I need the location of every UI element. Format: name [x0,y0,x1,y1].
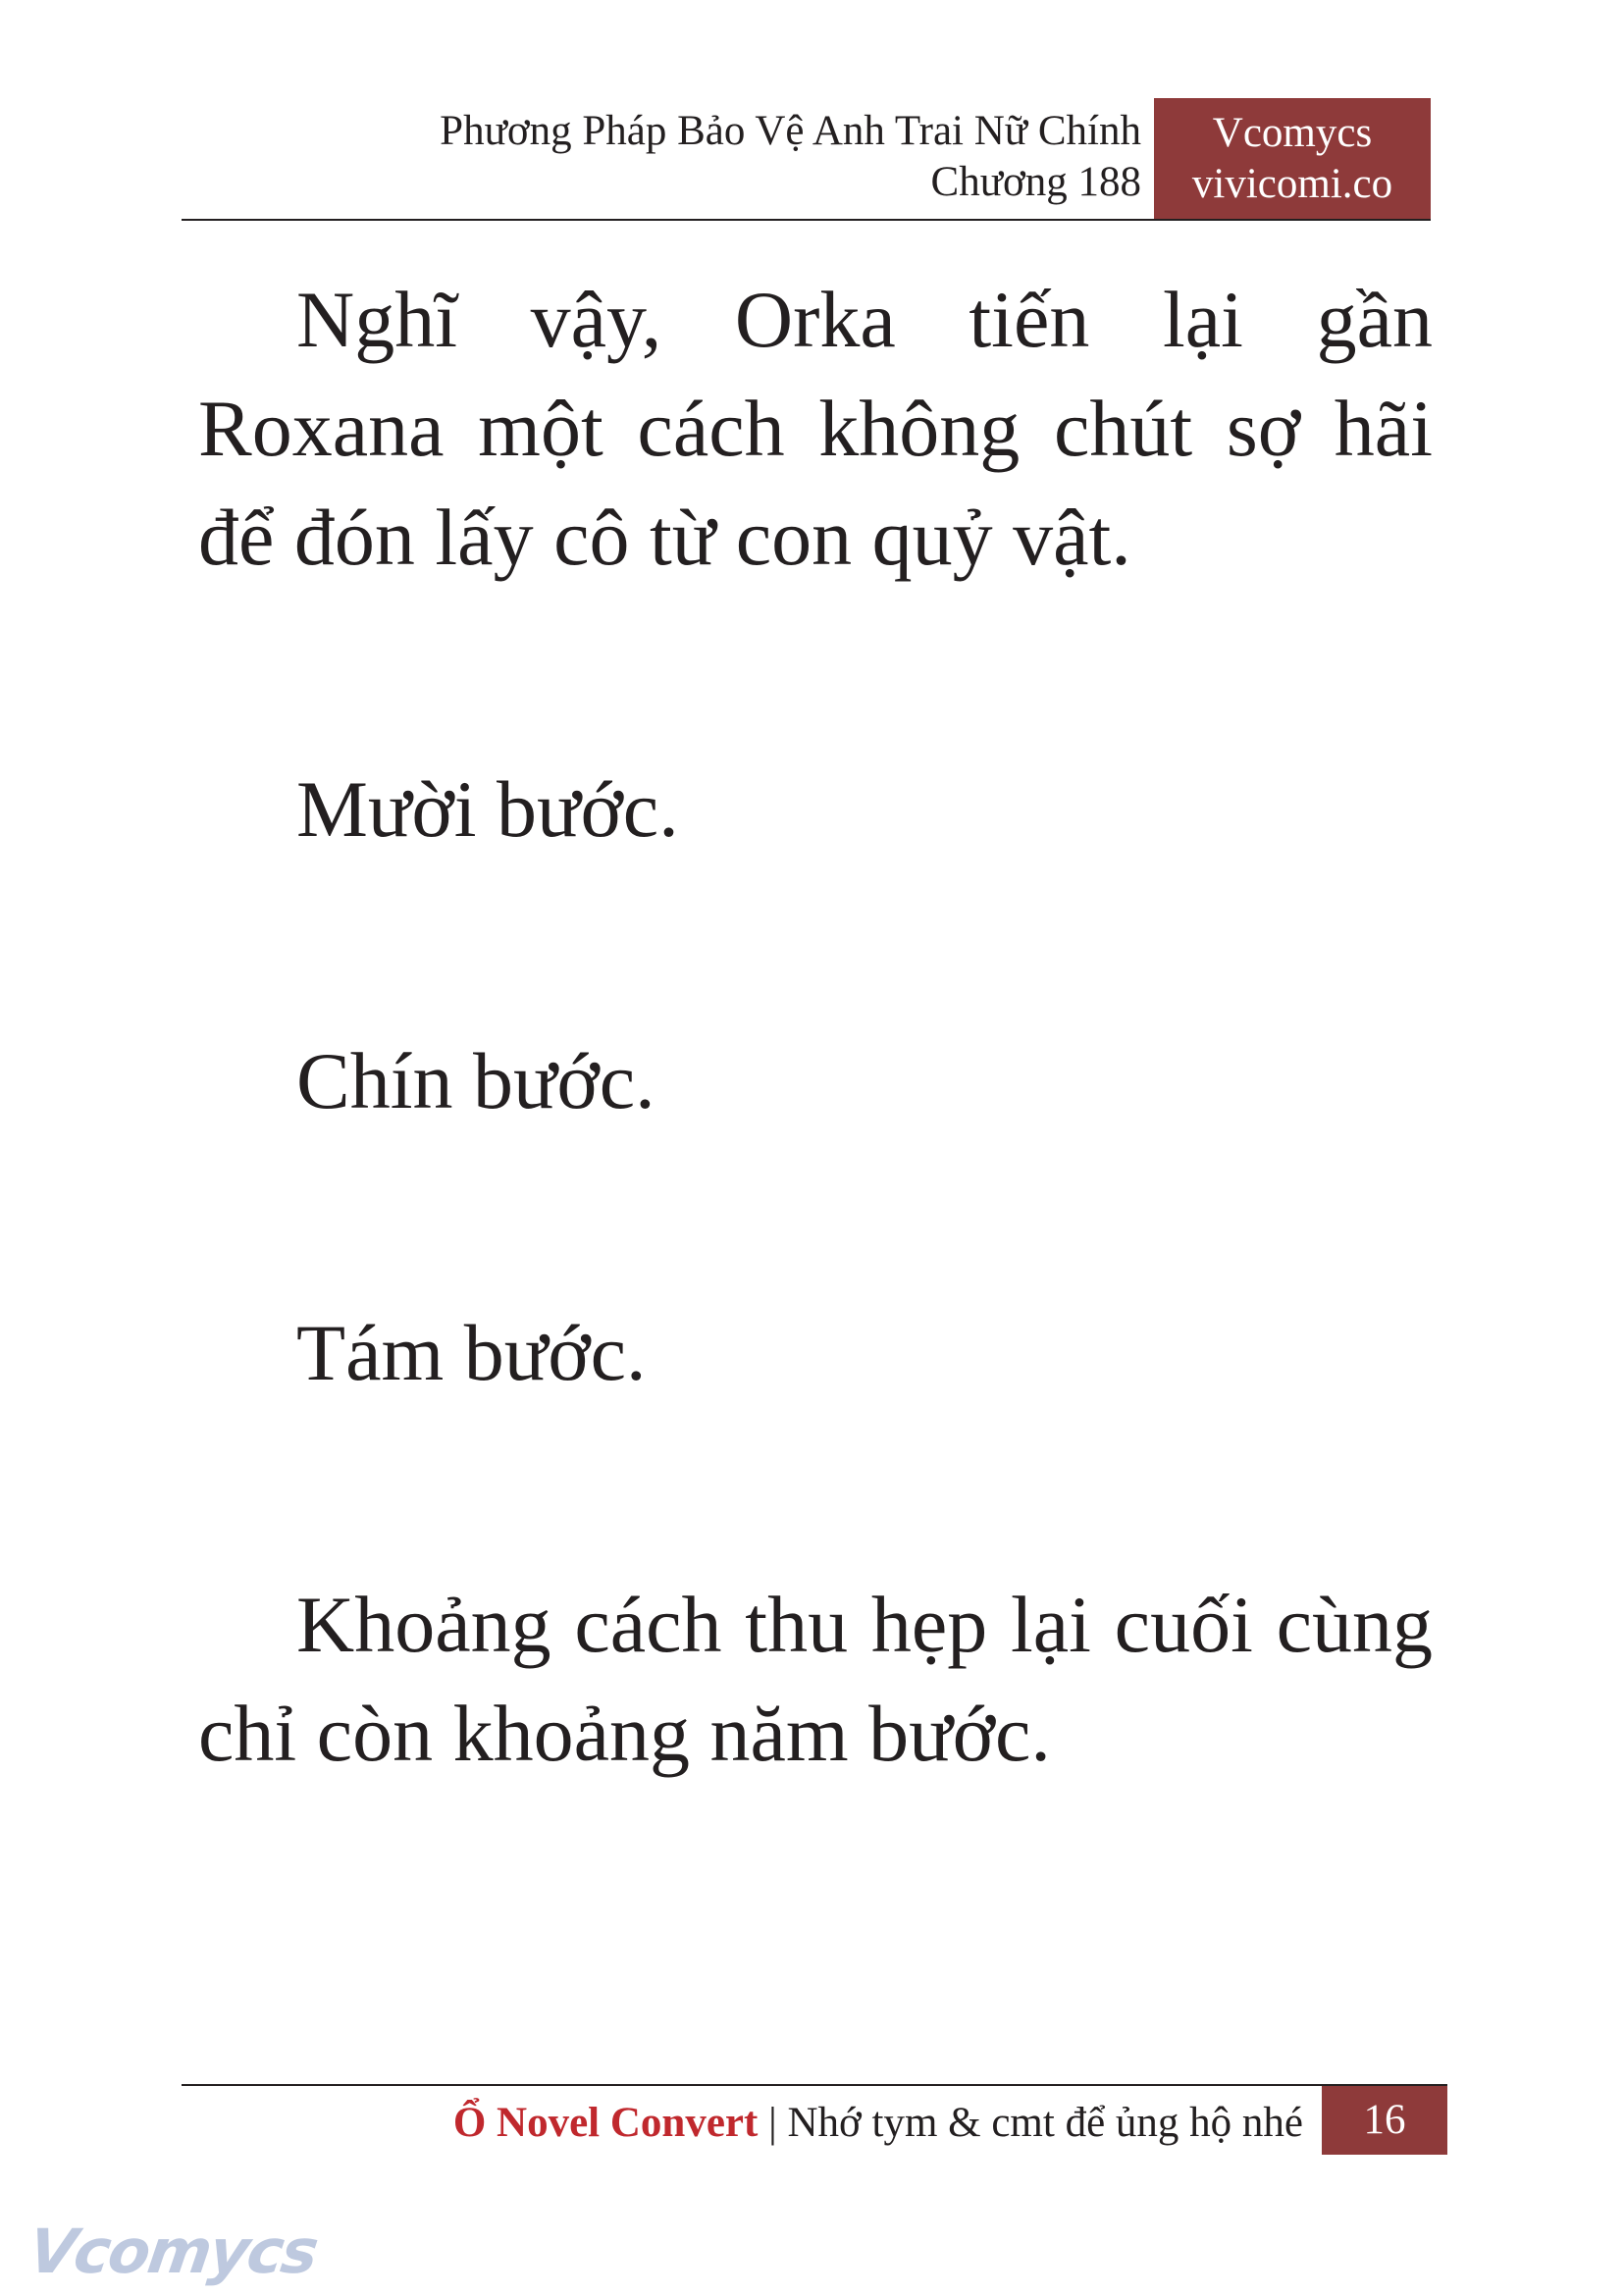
watermark-logo: Vcomycs [24,2216,322,2287]
page-number: 16 [1322,2086,1447,2155]
brand-badge [1154,98,1431,220]
running-footer [453,2096,1303,2151]
paragraph: Nghĩ vậy, Orka tiến lại gần Roxana một cách không chút sợ hãi để đón lấy cô từ con quỷ vật. [198,275,1433,582]
book-title: Phương Pháp Bảo Vệ Anh Trai Nữ Chính [440,108,1141,154]
footer-separator: | [758,2100,788,2146]
brand-name: Vcomycs [1212,110,1373,156]
footer-brand: Ổ Novel Convert [452,2100,759,2146]
chapter-label: Chương 188 [930,159,1141,205]
chapter-body [198,265,1433,1788]
footer-divider [182,2084,1447,2086]
running-header [440,106,1141,208]
paragraph: Khoảng cách thu hẹp lại cuối cùng chỉ còn khoảng năm bước. [198,1580,1433,1778]
paragraph: Chín bước. [296,1036,655,1125]
paragraph: Tám bước. [296,1308,647,1397]
brand-url: vivicomi.co [1191,161,1393,207]
header-divider [182,219,1431,221]
footer-message: Nhớ tym & cmt để ủng hộ nhé [787,2100,1303,2146]
paragraph: Mười bước. [296,764,679,854]
